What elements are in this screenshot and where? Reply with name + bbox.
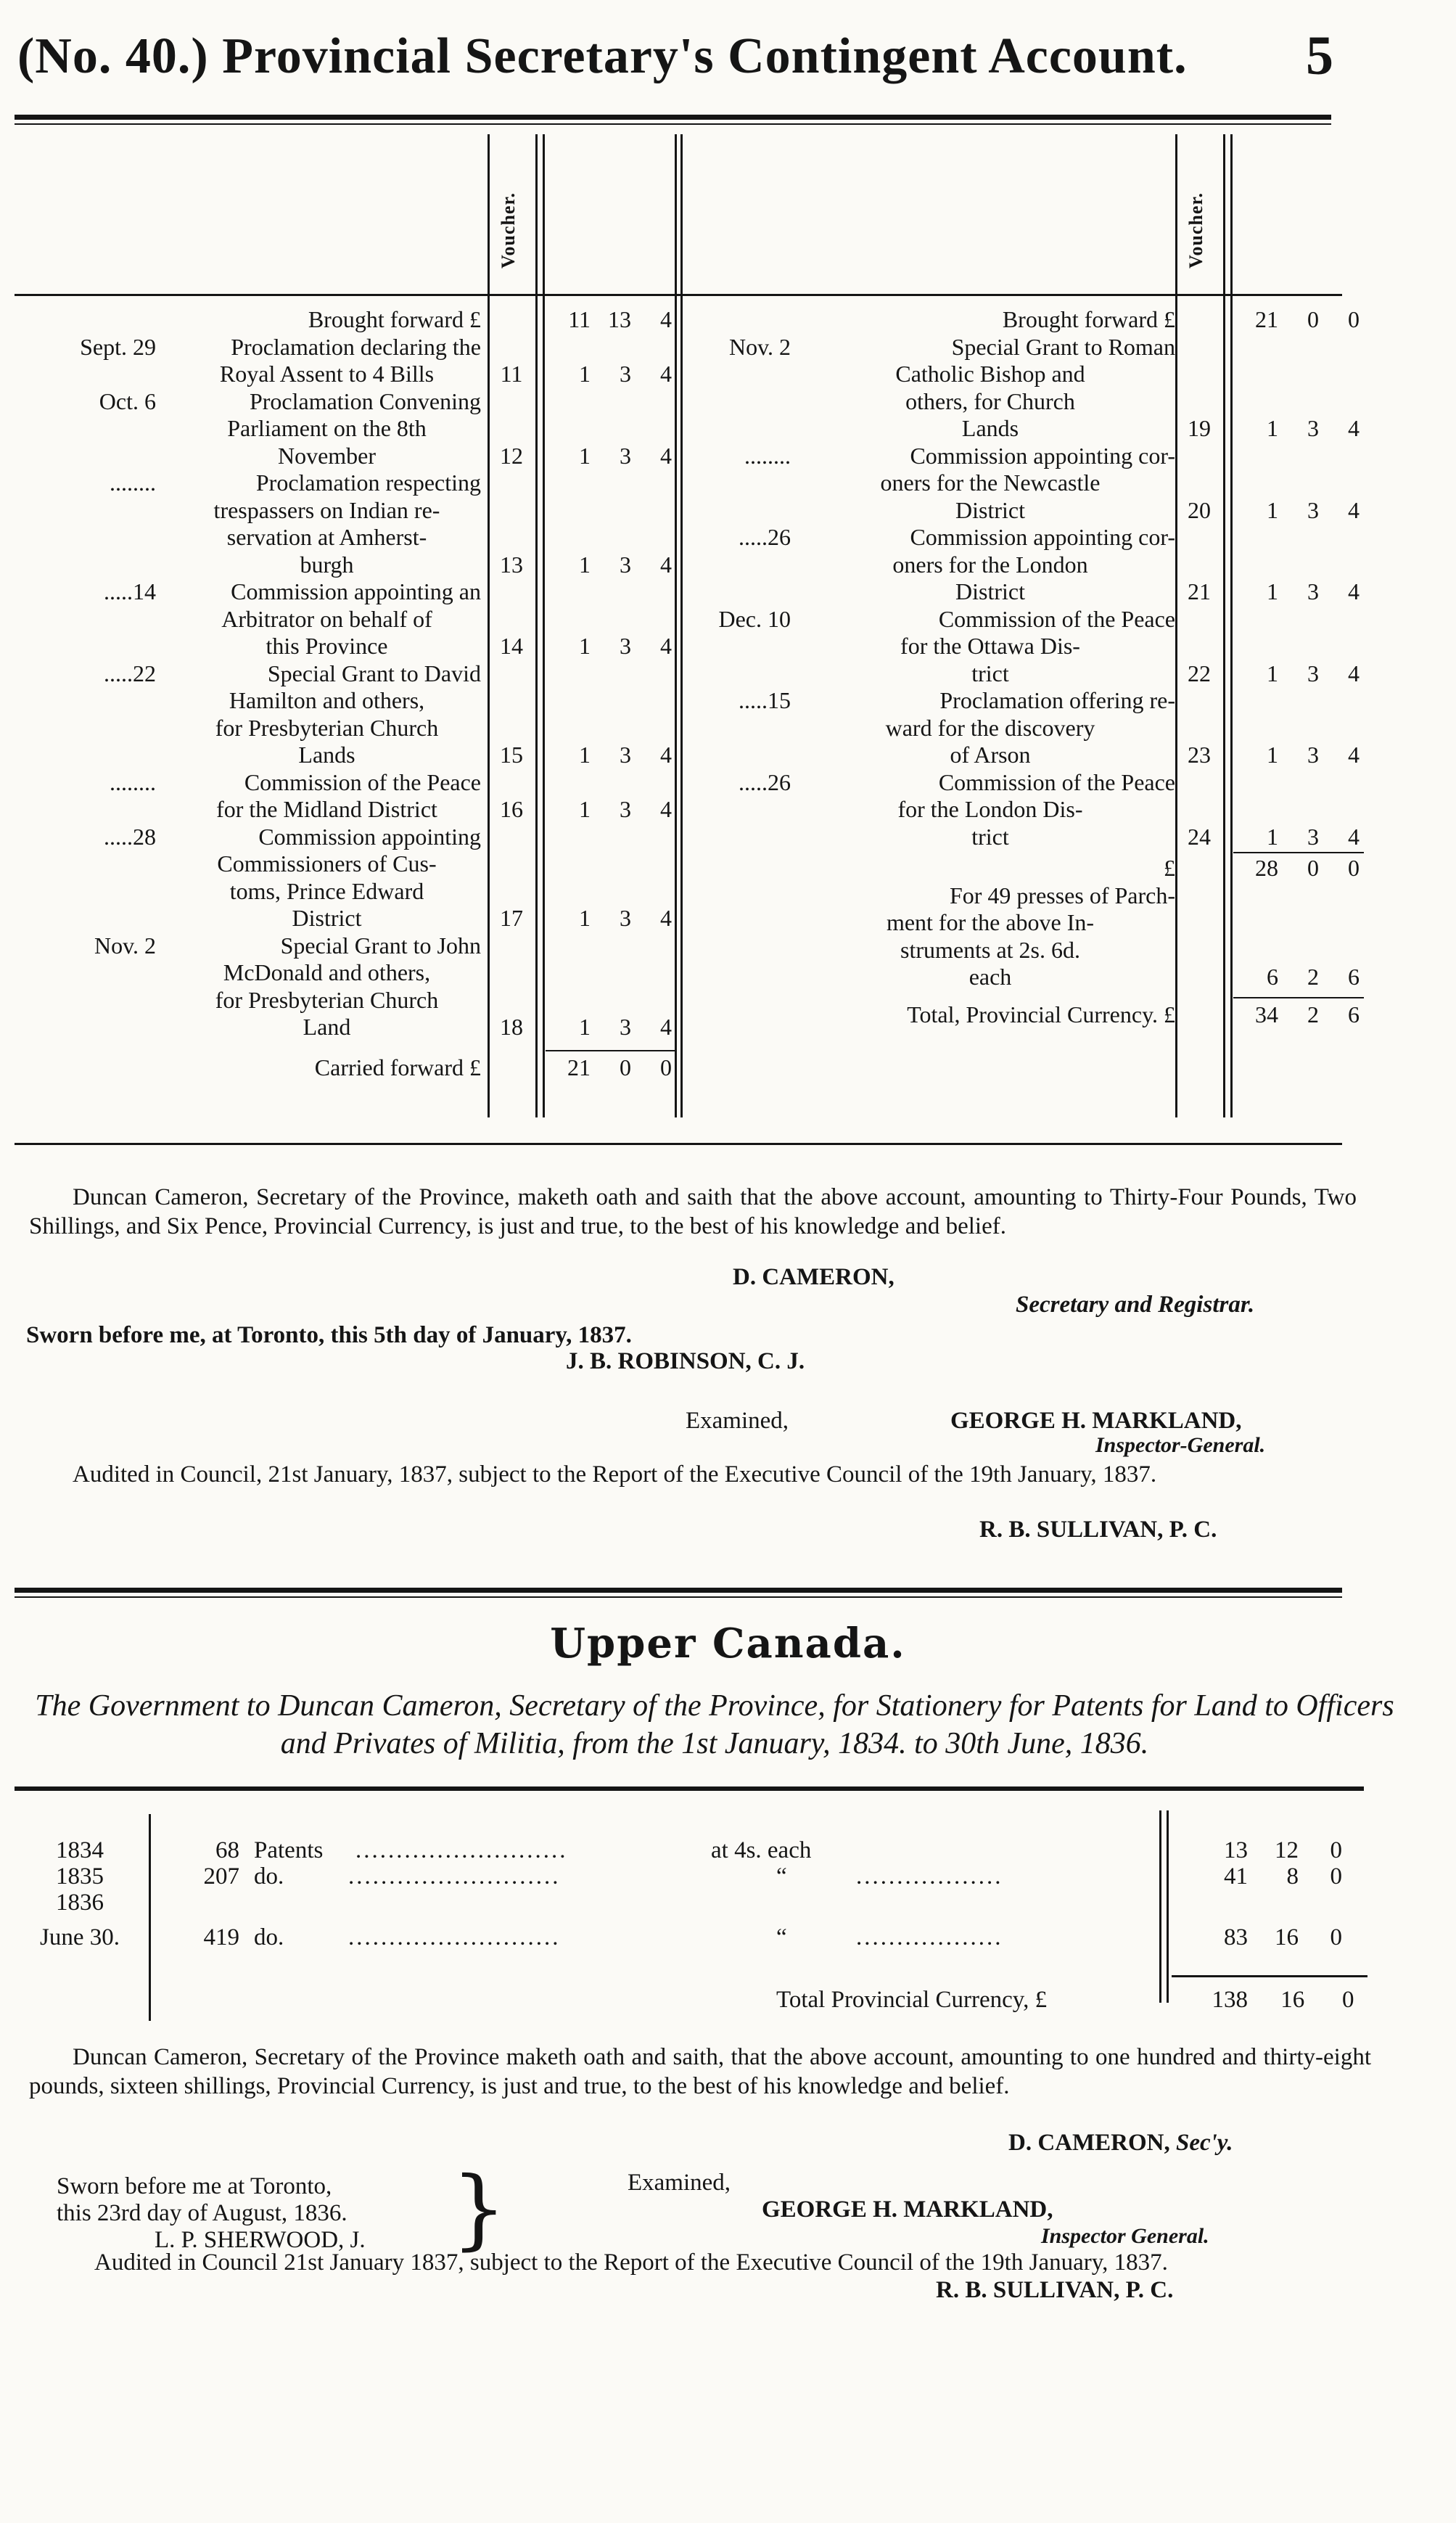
stationery-shillings: 8 bbox=[1286, 1863, 1299, 1890]
right-entry-shillings: 3 bbox=[1307, 496, 1319, 523]
left-entry-description bbox=[173, 660, 481, 769]
right-entry-description bbox=[805, 606, 1175, 688]
right-entry-line: trict bbox=[971, 823, 1009, 850]
stationery-leader-2: .................. bbox=[856, 1924, 1003, 1950]
stationery-pounds: 13 bbox=[1224, 1837, 1248, 1863]
parchment-line: For 49 presses of Parch- bbox=[949, 882, 1175, 908]
left-entry-pence: 4 bbox=[660, 742, 672, 768]
signer-name-1: D. CAMERON, bbox=[733, 1264, 894, 1290]
right-entry-pence: 4 bbox=[1348, 578, 1360, 604]
stationery-leader: .......................... bbox=[348, 1924, 561, 1950]
stationery-amount-rule-2 bbox=[1167, 1810, 1169, 2003]
stationery-year: June 30. bbox=[40, 1924, 120, 1950]
left-entry-line: Proclamation respecting bbox=[255, 469, 481, 496]
left-carried-forward-shillings: 0 bbox=[620, 1054, 631, 1080]
right-entry-pence: 4 bbox=[1348, 742, 1360, 768]
total-shillings: 16 bbox=[1280, 1987, 1305, 2013]
right-subtotal-pounds: 28 bbox=[1255, 855, 1278, 881]
right-entry-amount bbox=[1233, 660, 1360, 688]
left-brought-forward-label: Brought forward £ bbox=[308, 306, 481, 332]
header-rule-thin bbox=[15, 123, 1331, 125]
left-entry-amount bbox=[546, 361, 672, 388]
left-brought-forward-pounds: 11 bbox=[568, 306, 591, 332]
left-entry-shillings: 3 bbox=[620, 796, 631, 822]
right-entry-shillings: 3 bbox=[1307, 578, 1319, 604]
right-entry-shillings: 3 bbox=[1307, 742, 1319, 768]
left-entry-date: .....28 bbox=[104, 823, 156, 850]
right-total-rule bbox=[1233, 997, 1364, 998]
left-entry-line: Proclamation declaring the bbox=[231, 333, 481, 360]
stationery-shillings: 12 bbox=[1275, 1837, 1299, 1863]
audit-statement-1: Audited in Council, 21st January, 1837, subject to the Report of the Executive Council of the 19th January, 1837. bbox=[73, 1461, 1157, 1488]
left-entry-description bbox=[173, 824, 481, 932]
left-entry-amount bbox=[546, 633, 672, 660]
stationery-rate: at 4s. each bbox=[711, 1837, 812, 1863]
sworn-line-2: this 23rd day of August, 1836. bbox=[57, 2200, 347, 2226]
left-entry-date: ........ bbox=[110, 768, 156, 795]
table-foot-rule bbox=[15, 1143, 1342, 1145]
left-entry-pounds: 1 bbox=[579, 551, 591, 578]
right-brought-forward-label: Brought forward £ bbox=[1002, 306, 1175, 332]
right-entry-line: Commission of the Peace bbox=[938, 768, 1175, 795]
stationery-pence: 0 bbox=[1330, 1837, 1342, 1863]
stationery-amount bbox=[1190, 1890, 1342, 1916]
right-entry-pounds: 1 bbox=[1267, 660, 1278, 686]
stationery-shillings: 16 bbox=[1275, 1924, 1299, 1950]
left-entry-line: burgh bbox=[300, 551, 354, 578]
right-entry-pence: 4 bbox=[1348, 415, 1360, 441]
left-brought-forward-pence: 4 bbox=[660, 306, 672, 332]
left-entry-shillings: 3 bbox=[620, 361, 631, 387]
signer-name-2 bbox=[1008, 2130, 1233, 2157]
stationery-leader: .......................... bbox=[348, 1863, 561, 1890]
left-entry-voucher: 11 bbox=[500, 361, 523, 387]
left-entry-description bbox=[173, 578, 481, 660]
left-entry-shillings: 3 bbox=[620, 905, 631, 931]
right-entry-line: District bbox=[955, 496, 1025, 523]
parchment-line: struments at 2s. 6d. bbox=[900, 936, 1080, 963]
right-entry-line: Commission appointing cor- bbox=[910, 524, 1175, 550]
section-subheading: The Government to Duncan Cameron, Secretary of the Province, for Stationery for Patents for Land to Officers and Privates of Militia, from the 1st January, 1834. to 30th June, 1836. bbox=[35, 1689, 1394, 1760]
left-entry-date: Oct. 6 bbox=[99, 387, 156, 414]
stationery-qty: 419 bbox=[203, 1924, 239, 1950]
sworn-statement-1: Sworn before me, at Toronto, this 5th day of January, 1837. bbox=[26, 1322, 632, 1348]
right-entry-pounds: 1 bbox=[1267, 823, 1278, 850]
right-entry-pence: 4 bbox=[1348, 823, 1360, 850]
right-voucher-heading: Voucher. bbox=[1185, 192, 1206, 268]
right-entry-line: Lands bbox=[961, 415, 1019, 441]
stationery-qty: 207 bbox=[203, 1863, 239, 1890]
left-entry-pence: 4 bbox=[660, 1014, 672, 1040]
right-entry-amount bbox=[1233, 578, 1360, 606]
left-entry-shillings: 3 bbox=[620, 633, 631, 659]
left-entry-date: .....14 bbox=[104, 578, 156, 604]
right-entry-pounds: 1 bbox=[1267, 496, 1278, 523]
left-entry-pounds: 1 bbox=[579, 1014, 591, 1040]
left-entry-description bbox=[173, 469, 481, 578]
left-entry-voucher: 12 bbox=[500, 442, 523, 469]
left-brought-forward-amount bbox=[546, 306, 672, 334]
parchment-amount bbox=[1233, 964, 1360, 991]
left-entry-line: trespassers on Indian re- bbox=[213, 496, 440, 523]
section-heading: Upper Canada. bbox=[550, 1620, 906, 1667]
right-entry-voucher: 20 bbox=[1188, 496, 1211, 523]
right-entry-line: Special Grant to Roman bbox=[951, 333, 1175, 360]
stationery-item: do. bbox=[254, 1863, 284, 1890]
right-entry-date: .....26 bbox=[739, 524, 791, 550]
left-entry-line: for Presbyterian Church bbox=[215, 714, 439, 741]
stationery-rate: “ bbox=[776, 1863, 787, 1890]
left-entry-line: Commission of the Peace bbox=[244, 768, 481, 795]
left-entry-voucher: 13 bbox=[500, 551, 523, 578]
right-entry-shillings: 3 bbox=[1307, 415, 1319, 441]
oath-paragraph-1: Duncan Cameron, Secretary of the Province, maketh oath and saith that the above account, amounting to Thirty-Four Pounds, Two Shillings, and Six Pence, Provincial Currency, is just and true, to the best of his knowledge and belief. bbox=[29, 1184, 1357, 1239]
right-entry-line: Commission appointing cor- bbox=[910, 442, 1175, 469]
right-entry-line: for the London Dis- bbox=[897, 796, 1083, 822]
left-entry-date: Nov. 2 bbox=[94, 932, 156, 959]
inspector-title-1: Inspector-General. bbox=[1095, 1433, 1266, 1457]
left-entry-line: for the Midland District bbox=[216, 796, 437, 822]
left-entry-pounds: 1 bbox=[579, 442, 591, 469]
right-entry-voucher: 21 bbox=[1188, 578, 1211, 604]
signer-title-1: Secretary and Registrar. bbox=[1016, 1292, 1255, 1318]
right-subtotal-amount bbox=[1233, 855, 1360, 882]
stationery-pounds: 83 bbox=[1224, 1924, 1248, 1950]
left-entry-line: Land bbox=[303, 1014, 351, 1040]
left-carried-forward-pounds: 21 bbox=[567, 1054, 591, 1080]
sworn-block-2 bbox=[57, 2173, 366, 2254]
chief-justice-signature: J. B. ROBINSON, C. J. bbox=[566, 1348, 805, 1374]
left-entry-pence: 4 bbox=[660, 905, 672, 931]
left-entry-line: Arbitrator on behalf of bbox=[221, 605, 432, 632]
left-entry-pence: 4 bbox=[660, 551, 672, 578]
left-carried-forward-amount bbox=[546, 1054, 672, 1082]
left-entry-line: Commission appointing an bbox=[231, 578, 481, 604]
stationery-pence: 0 bbox=[1330, 1863, 1342, 1890]
right-entry-shillings: 3 bbox=[1307, 823, 1319, 850]
left-carried-forward-label: Carried forward £ bbox=[314, 1054, 481, 1080]
stationery-amount-rule-1 bbox=[1159, 1810, 1161, 2003]
page-number: 5 bbox=[1306, 25, 1333, 86]
right-entry-pounds: 1 bbox=[1267, 415, 1278, 441]
right-entry-pounds: 1 bbox=[1267, 578, 1278, 604]
left-entry-pence: 4 bbox=[660, 796, 672, 822]
right-entry-pence: 4 bbox=[1348, 660, 1360, 686]
sworn-line-3: L. P. SHERWOOD, J. bbox=[155, 2227, 366, 2253]
left-entry-amount bbox=[546, 796, 672, 824]
left-entry-shillings: 3 bbox=[620, 1014, 631, 1040]
right-entry-description bbox=[805, 443, 1175, 525]
left-column bbox=[0, 306, 675, 1141]
left-entry-pence: 4 bbox=[660, 442, 672, 469]
right-entry-voucher: 24 bbox=[1188, 823, 1211, 850]
right-entry-amount bbox=[1233, 415, 1360, 443]
left-entry-line: November bbox=[277, 442, 377, 469]
page-header bbox=[17, 28, 1188, 86]
left-entry-amount bbox=[546, 742, 672, 769]
left-brought-forward-shillings: 13 bbox=[608, 306, 631, 332]
right-entry-amount bbox=[1233, 497, 1360, 525]
parchment-line: ment for the above In- bbox=[886, 909, 1095, 935]
left-entry-voucher: 16 bbox=[500, 796, 523, 822]
right-entry-amount bbox=[1233, 824, 1360, 851]
right-entry-line: for the Ottawa Dis- bbox=[900, 633, 1080, 659]
stationery-year: 1836 bbox=[56, 1890, 104, 1916]
left-entry-line: toms, Prince Edward bbox=[229, 877, 424, 904]
right-entry-voucher: 22 bbox=[1188, 660, 1211, 686]
right-entry-date: Nov. 2 bbox=[728, 333, 791, 360]
stationery-pounds: 41 bbox=[1224, 1863, 1248, 1890]
left-entry-voucher: 17 bbox=[500, 905, 523, 931]
left-entry-description bbox=[173, 334, 481, 388]
right-brought-forward-pence: 0 bbox=[1348, 306, 1360, 332]
left-entry-date: ........ bbox=[110, 469, 156, 496]
sworn-brace: } bbox=[451, 2159, 507, 2260]
right-entry-line: Catholic Bishop and bbox=[895, 361, 1085, 387]
right-entry-voucher: 23 bbox=[1188, 742, 1211, 768]
stationery-qty: 68 bbox=[215, 1837, 239, 1863]
right-entry-pence: 4 bbox=[1348, 496, 1360, 523]
left-entry-pence: 4 bbox=[660, 361, 672, 387]
sworn-line-1: Sworn before me at Toronto, bbox=[57, 2173, 332, 2199]
examined-label-1: Examined, bbox=[686, 1408, 789, 1434]
total-pence: 0 bbox=[1342, 1987, 1354, 2013]
right-entry-line: Proclamation offering re- bbox=[939, 687, 1175, 713]
left-entry-description bbox=[173, 932, 481, 1041]
account-number: (No. 40.) bbox=[17, 28, 209, 84]
left-entry-line: Special Grant to David bbox=[267, 660, 481, 686]
left-carried-forward-pence: 0 bbox=[660, 1054, 672, 1080]
left-entry-voucher: 14 bbox=[500, 633, 523, 659]
right-total-label: Total, Provincial Currency. £ bbox=[907, 1001, 1175, 1027]
right-entry-pounds: 1 bbox=[1267, 742, 1278, 768]
left-entry-line: Hamilton and others, bbox=[229, 687, 425, 713]
stationery-leader: .......................... bbox=[355, 1837, 568, 1863]
right-brought-forward-shillings: 0 bbox=[1307, 306, 1319, 332]
left-entry-pounds: 1 bbox=[579, 742, 591, 768]
right-subtotal-label: £ bbox=[1164, 855, 1175, 881]
left-entry-line: Special Grant to John bbox=[280, 932, 481, 959]
right-entry-amount bbox=[1233, 742, 1360, 769]
left-entry-pounds: 1 bbox=[579, 905, 591, 931]
right-entry-line: ward for the discovery bbox=[885, 714, 1095, 741]
right-subtotal-shillings: 0 bbox=[1307, 855, 1319, 881]
stationery-amount bbox=[1190, 1863, 1342, 1890]
stationery-item: do. bbox=[254, 1924, 284, 1950]
inspector-name-2: GEORGE H. MARKLAND, bbox=[762, 2196, 1053, 2223]
right-entry-line: District bbox=[955, 578, 1025, 604]
council-signature-2: R. B. SULLIVAN, P. C. bbox=[936, 2277, 1174, 2303]
right-entry-line: oners for the Newcastle bbox=[880, 469, 1101, 496]
right-entry-description bbox=[805, 687, 1175, 769]
left-entry-amount bbox=[546, 1014, 672, 1041]
table-head-rule bbox=[15, 294, 1342, 296]
left-entry-pounds: 1 bbox=[579, 361, 591, 387]
left-entry-pounds: 1 bbox=[579, 633, 591, 659]
right-entry-description bbox=[805, 524, 1175, 606]
left-entry-line: servation at Amherst- bbox=[226, 524, 427, 550]
page-title: Provincial Secretary's Contingent Account. bbox=[222, 28, 1188, 84]
left-entry-shillings: 3 bbox=[620, 442, 631, 469]
parchment-pence: 6 bbox=[1348, 964, 1360, 990]
stationery-amount bbox=[1190, 1837, 1342, 1864]
examined-label-2: Examined, bbox=[628, 2170, 731, 2196]
right-entry-voucher: 19 bbox=[1188, 415, 1211, 441]
stationery-year: 1835 bbox=[56, 1863, 104, 1890]
left-entry-description bbox=[173, 388, 481, 470]
center-divider-rule bbox=[675, 134, 677, 1117]
stationery-leader-2: .................. bbox=[856, 1863, 1003, 1890]
right-entry-line: trict bbox=[971, 660, 1009, 686]
left-entry-line: District bbox=[292, 905, 362, 931]
right-entry-shillings: 3 bbox=[1307, 660, 1319, 686]
right-entry-description bbox=[805, 769, 1175, 851]
left-entry-pence: 4 bbox=[660, 633, 672, 659]
left-entry-shillings: 3 bbox=[620, 551, 631, 578]
stationery-pence: 0 bbox=[1330, 1924, 1342, 1950]
right-subtotal-pence: 0 bbox=[1348, 855, 1360, 881]
right-total-pence: 6 bbox=[1348, 1001, 1360, 1027]
left-entry-line: Proclamation Convening bbox=[249, 387, 481, 414]
left-entry-date: Sept. 29 bbox=[80, 333, 156, 360]
stationery-table-top-rule bbox=[15, 1786, 1364, 1791]
right-entry-date: .....26 bbox=[739, 768, 791, 795]
left-entry-pounds: 1 bbox=[579, 796, 591, 822]
section-rule-thick bbox=[15, 1588, 1342, 1593]
stationery-item: Patents bbox=[254, 1837, 324, 1863]
left-entry-line: Lands bbox=[298, 742, 355, 768]
left-entry-voucher: 15 bbox=[500, 742, 523, 768]
header-rule-thick bbox=[15, 115, 1331, 120]
right-total-shillings: 2 bbox=[1307, 1001, 1319, 1027]
right-total-amount bbox=[1233, 1001, 1360, 1029]
council-signature-1: R. B. SULLIVAN, P. C. bbox=[979, 1517, 1217, 1543]
left-entry-line: Royal Assent to 4 Bills bbox=[219, 361, 435, 387]
left-entry-shillings: 3 bbox=[620, 742, 631, 768]
signer-title-2: Sec'y. bbox=[1175, 2130, 1233, 2156]
right-entry-date: .....15 bbox=[739, 687, 791, 713]
left-entry-line: Commissioners of Cus- bbox=[217, 850, 437, 877]
right-entry-date: Dec. 10 bbox=[718, 605, 791, 632]
parchment-pounds: 6 bbox=[1267, 964, 1278, 990]
stationery-rate: “ bbox=[776, 1924, 787, 1950]
left-entry-line: for Presbyterian Church bbox=[215, 986, 439, 1013]
right-brought-forward-amount bbox=[1233, 306, 1360, 334]
section-rule-thin bbox=[15, 1596, 1342, 1598]
right-entry-line: Commission of the Peace bbox=[938, 605, 1175, 632]
inspector-title-2: Inspector General. bbox=[1041, 2224, 1209, 2248]
right-brought-forward-pounds: 21 bbox=[1255, 306, 1278, 332]
stationery-year: 1834 bbox=[56, 1837, 104, 1863]
left-voucher-heading: Voucher. bbox=[498, 192, 519, 268]
parchment-description bbox=[805, 882, 1175, 991]
right-entry-line: of Arson bbox=[950, 742, 1031, 768]
left-entry-line: this Province bbox=[266, 633, 388, 659]
oath-paragraph-2: Duncan Cameron, Secretary of the Province maketh oath and saith, that the above account, amounting to one hundred and thirty-eight pounds, sixteen shillings, Provincial Currency, is just and true, to the best of his knowledge and belief. bbox=[29, 2044, 1371, 2099]
parchment-line: each bbox=[968, 964, 1012, 990]
left-entry-voucher: 18 bbox=[500, 1014, 523, 1040]
left-entry-amount bbox=[546, 905, 672, 932]
left-sum-rule bbox=[546, 1050, 675, 1051]
right-column bbox=[682, 306, 1451, 1141]
right-total-pounds: 34 bbox=[1255, 1001, 1278, 1027]
left-entry-description bbox=[173, 769, 481, 824]
right-entry-description bbox=[805, 334, 1175, 443]
left-entry-line: Commission appointing bbox=[258, 823, 481, 850]
right-entry-line: oners for the London bbox=[892, 551, 1088, 578]
total-pounds: 138 bbox=[1212, 1987, 1248, 2013]
left-entry-line: Parliament on the 8th bbox=[227, 415, 427, 441]
audit-statement-2: Audited in Council 21st January 1837, subject to the Report of the Executive Council of the 19th January, 1837. bbox=[94, 2249, 1168, 2276]
right-entry-date: ........ bbox=[744, 442, 791, 469]
stationery-total-label: Total Provincial Currency, £ bbox=[776, 1987, 1048, 2013]
parchment-shillings: 2 bbox=[1307, 964, 1319, 990]
stationery-amount bbox=[1190, 1924, 1342, 1951]
right-subtotal-rule bbox=[1233, 852, 1364, 853]
stationery-year-rule bbox=[149, 1814, 151, 2021]
left-entry-amount bbox=[546, 443, 672, 470]
left-entry-amount bbox=[546, 551, 672, 579]
left-entry-line: McDonald and others, bbox=[223, 959, 431, 985]
stationery-sum-rule bbox=[1172, 1975, 1367, 1977]
inspector-name-1: GEORGE H. MARKLAND, bbox=[950, 1408, 1242, 1434]
left-entry-date: .....22 bbox=[104, 660, 156, 686]
right-entry-line: others, for Church bbox=[905, 387, 1075, 414]
stationery-total-amount bbox=[1190, 1987, 1354, 2014]
signer-name-2-text: D. CAMERON, bbox=[1008, 2130, 1170, 2156]
